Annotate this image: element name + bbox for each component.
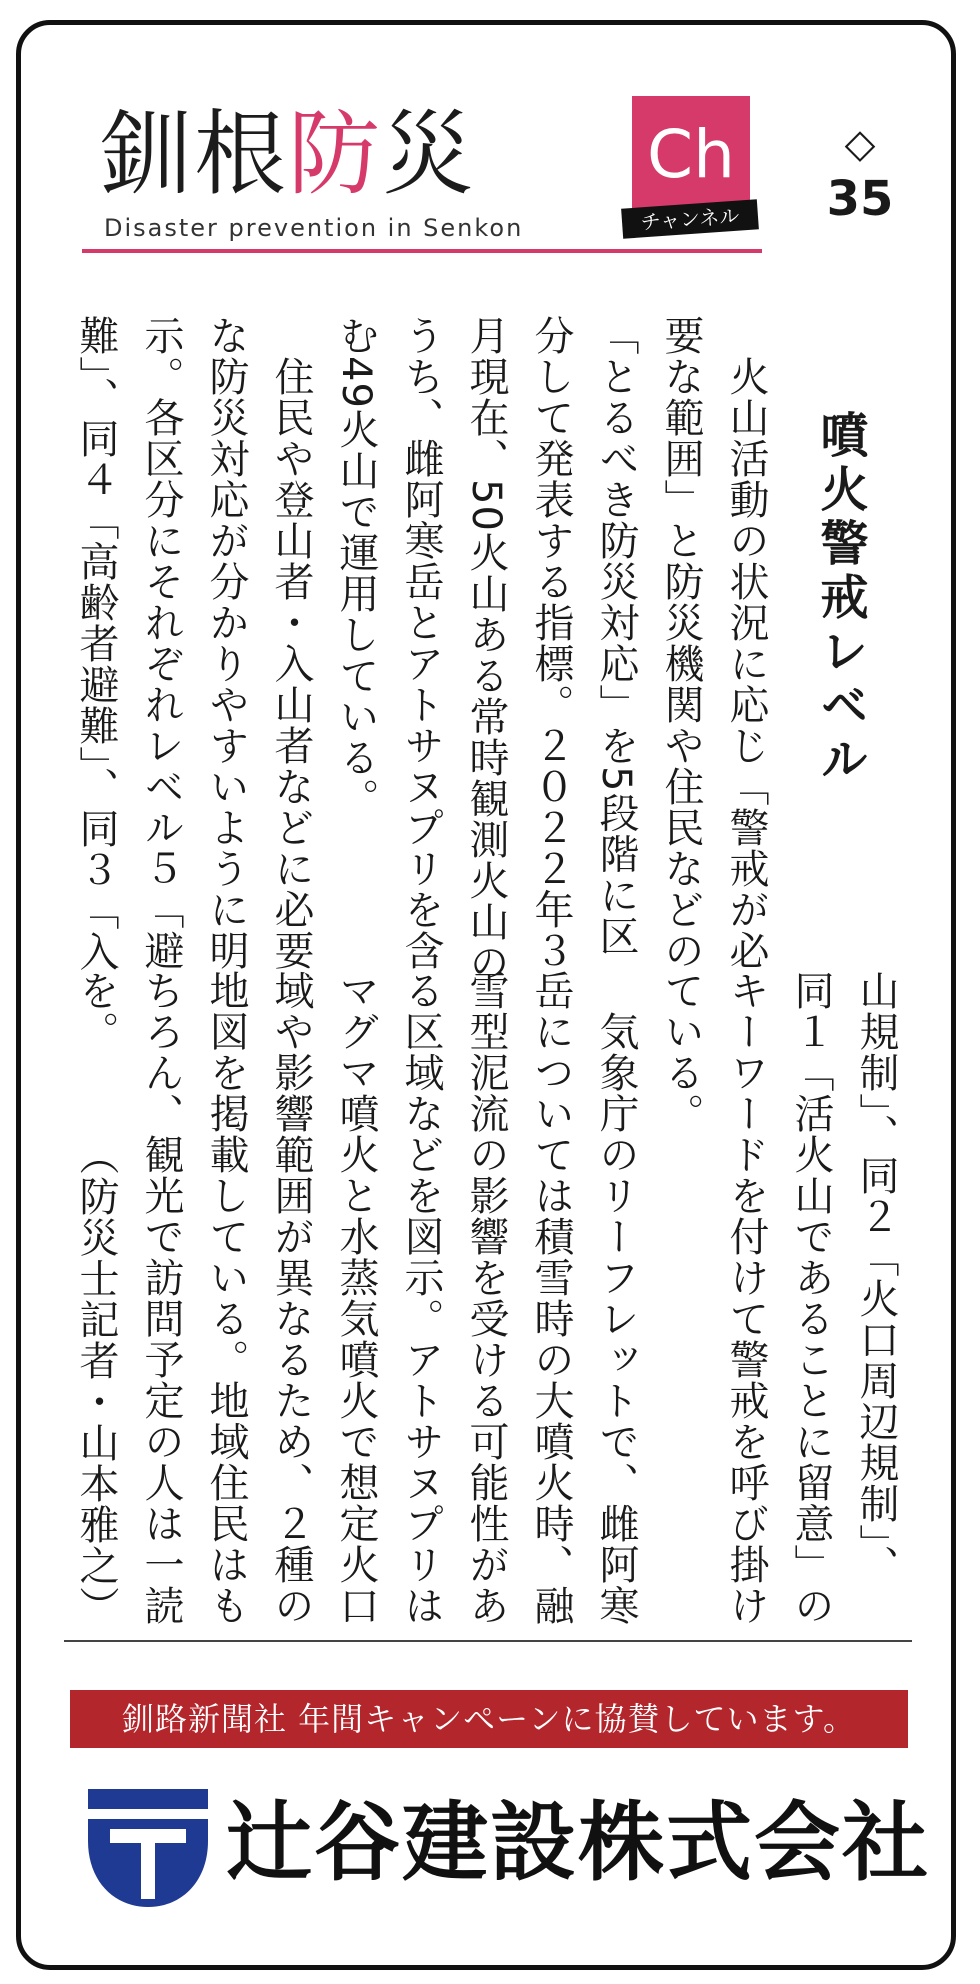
body-line: 要な範囲」と防災機関や住民などの <box>658 315 704 971</box>
body-line: 難」、同４「高齢者避難」、同３「入 <box>73 315 119 972</box>
issue-number: 35 <box>826 171 894 227</box>
diamond-icon: ◇ <box>844 121 876 167</box>
body-line: 地図を掲載している。地域住民はも <box>203 970 249 1626</box>
sponsor-logo-icon <box>86 1785 210 1909</box>
series-title <box>100 100 620 210</box>
body-line: マグマ噴火と水蒸気噴火で想定火口 <box>333 970 379 1626</box>
article-heading: 噴火警戒レベル <box>812 410 868 788</box>
title-char: 根 <box>194 101 289 208</box>
body-line: 同１「活火山であることに留意」の <box>788 970 834 1626</box>
body-line: 「とるべき防災対応」を5段階に区 <box>593 315 639 957</box>
title-char: 釧 <box>100 101 195 208</box>
body-line: 岳については積雪時の大噴火時、融 <box>528 970 574 1626</box>
body-line: ている。 <box>658 970 704 1134</box>
subtitle-english: Disaster prevention in Senkon <box>104 214 524 242</box>
body-line: うち、雌阿寒岳とアトサヌプリを含 <box>398 315 444 971</box>
title-char: 災 <box>382 101 477 208</box>
campaign-banner: 釧路新聞社 年間キャンペーンに協賛しています。 <box>70 1690 908 1748</box>
body-line: る区域などを図示。アトサヌプリは <box>398 970 444 1626</box>
channel-badge: Ch <box>632 96 750 214</box>
body-line: 住民や登山者・入山者などに必要 <box>268 315 314 971</box>
body-line: 気象庁のリーフレットで、雌阿寒 <box>593 970 639 1626</box>
body-line: 分して発表する指標。２０２２年３ <box>528 315 574 971</box>
body-line: 火山活動の状況に応じ「警戒が必 <box>723 315 769 971</box>
body-line: 示。各区分にそれぞれレベル５「避 <box>138 315 184 971</box>
body-line: 雪型泥流の影響を受ける可能性があ <box>463 970 509 1626</box>
body-line: ちろん、観光で訪問予定の人は一読 <box>138 970 184 1626</box>
title-char: 防 <box>288 101 383 208</box>
body-line: 山規制」、同２「火口周辺規制」、 <box>853 970 899 1586</box>
footer-divider <box>64 1640 912 1642</box>
body-line: 月現在、50火山ある常時観測火山の <box>463 315 509 983</box>
byline-line: を。 （防災士記者・山本雅之） <box>73 970 119 1627</box>
title-underline <box>82 249 762 253</box>
body-line: む49火山で運用している。 <box>333 315 379 819</box>
sponsor-name: 辻谷建設株式会社 <box>226 1793 930 1893</box>
body-line: キーワードを付けて警戒を呼び掛け <box>723 970 769 1626</box>
issue-marker <box>820 120 900 230</box>
body-line: な防災対応が分かりやすいように明 <box>203 315 249 971</box>
body-line: 域や影響範囲が異なるため、２種の <box>268 970 314 1626</box>
channel-subtitle: チャンネル <box>621 199 759 238</box>
